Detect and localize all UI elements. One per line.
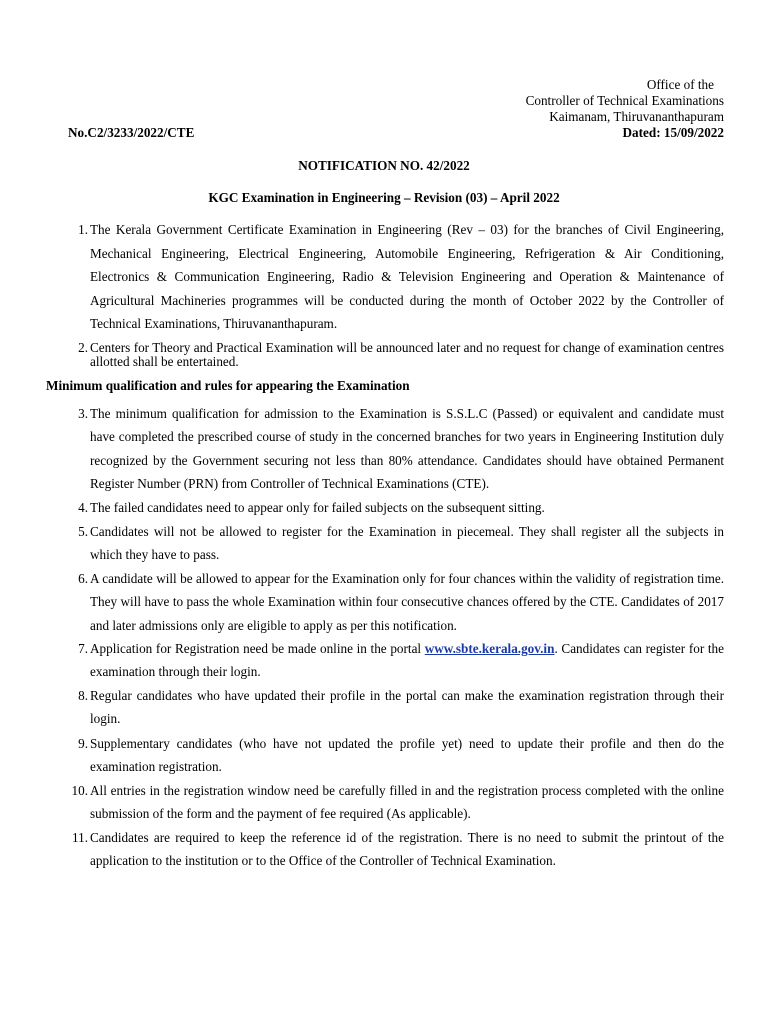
list-item (64, 341, 724, 369)
item-number: 7. (78, 641, 88, 656)
item-text: The Kerala Government Certificate Examination in Engineering (Rev – 03) for the branches of Civil Engineering, Mechanical Engineering, Electrical Engineering, Automobile Engineering, Refrigeration & Air Conditioning, Electronics & Communication Engineering, Radio & Television Engineering and Operation & Maintenance of Agricultural Machineries programmes will be conducted during the month of October 2022 by the Controller of Technical Examinations, Thiruvananthapuram. (90, 222, 724, 332)
list-item (64, 684, 724, 731)
item-text: Candidates are required to keep the reference id of the registration. There is no need to submit the printout of the application to the institution or to the Office of the Controller of Technical Examination. (90, 830, 724, 869)
list-item (64, 402, 724, 496)
list-item (64, 520, 724, 567)
item-number: 5. (78, 524, 88, 539)
item-number: 11. (72, 830, 88, 845)
list-item (64, 218, 724, 336)
list-item (64, 826, 724, 873)
item-text: Centers for Theory and Practical Examination will be announced later and no request for change of examination centres allotted shall be entertained. (90, 340, 724, 370)
list-item (64, 637, 724, 684)
list-item (64, 779, 724, 826)
list-item (64, 567, 724, 637)
dated: Dated: 15/09/2022 (622, 125, 724, 140)
list-item (64, 496, 724, 519)
item-number: 4. (78, 500, 88, 515)
item-number: 9. (78, 736, 88, 751)
item-text-before-link: Application for Registration need be made online in the portal (90, 641, 425, 656)
reference-line (68, 125, 724, 141)
reference-number: No.C2/3233/2022/CTE (68, 125, 195, 140)
item-text: The minimum qualification for admission to the Examination is S.S.L.C (Passed) or equivalent and candidate must have completed the prescribed course of study in the concerned branches for two years in Engineering Institution duly recognized by the Government securing not less than 80% attendance. Candidates should have obtained Permanent Register Number (PRN) from Controller of Technical Examinations (CTE). (90, 406, 724, 492)
list-item (64, 732, 724, 779)
item-text-after-link: . Candidates can register for the examination through their login. (90, 641, 724, 680)
notification-number: NOTIFICATION NO. 42/2022 (298, 158, 470, 173)
portal-link[interactable]: www.sbte.kerala.gov.in (424, 641, 555, 656)
item-number: 10. (71, 783, 88, 798)
office-address (404, 77, 724, 125)
item-text: Regular candidates who have updated their profile in the portal can make the examination registration through their login. (90, 688, 724, 727)
office-line-2: Controller of Technical Examinations (525, 93, 724, 108)
item-text: All entries in the registration window need be carefully filled in and the registration process completed with the online submission of the form and the payment of fee required (As applicable). (90, 783, 724, 822)
section-heading: Minimum qualification and rules for appearing the Examination (46, 378, 410, 393)
item-number: 2. (78, 340, 88, 355)
office-line-1: Office of the (646, 77, 714, 92)
item-text: Supplementary candidates (who have not updated the profile yet) need to update their profile and then do the examination registration. (90, 736, 724, 775)
office-line-3: Kaimanam, Thiruvananthapuram (549, 109, 724, 124)
item-number: 1. (78, 222, 88, 237)
item-text: The failed candidates need to appear only for failed subjects on the subsequent sitting. (90, 500, 545, 515)
item-text (90, 637, 724, 684)
item-text: Candidates will not be allowed to register for the Examination in piecemeal. They shall register all the subjects in which they have to pass. (90, 524, 724, 563)
item-number: 3. (78, 406, 88, 421)
item-number: 6. (78, 571, 88, 586)
notification-subject: KGC Examination in Engineering – Revision (03) – April 2022 (208, 190, 560, 205)
item-text: A candidate will be allowed to appear for the Examination only for four chances within the validity of registration time. They will have to pass the whole Examination within four consecutive chances offered by the CTE. Candidates of 2017 and later admissions only are eligible to apply as per this notification. (90, 571, 724, 633)
item-number: 8. (78, 688, 88, 703)
